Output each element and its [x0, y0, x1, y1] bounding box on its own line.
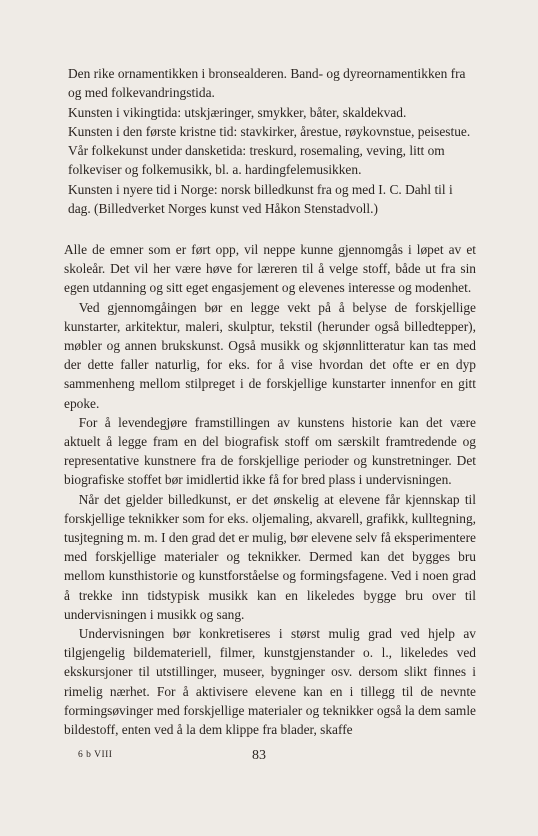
- printer-signature: 6 b VIII: [78, 750, 113, 760]
- body-text: [64, 240, 476, 739]
- topic-item: Kunsten i nyere tid i Norge: norsk billedkunst fra og med I. C. Dahl til i dag. (Billedverket Norges kunst ved Håkon Stenstadvoll.): [68, 181, 453, 217]
- paragraph: Undervisningen bør konkretiseres i størst mulig grad ved hjelp av tilgjengelig bildemateriell, filmer, kunstgjenstander o. l., likeledes ved ekskursjoner til utstillinger, museer, bygninger osv. dersom slikt finnes i rimelig nærhet. For å aktivisere elevene kan en i tillegg til de nevnte formingsøvinger med forskjellige materialer og teknikker også la dem samle bildestoff, enten ved å la dem klippe fra blader, skaffe: [64, 626, 476, 738]
- topic-list: [68, 64, 476, 218]
- topic-item: Kunsten i den første kristne tid: stavkirker, årestue, røykovnstue, peisestue.: [68, 123, 471, 139]
- paragraph: Alle de emner som er ført opp, vil neppe kunne gjennomgås i løpet av et skoleår. Det vil her være høve for læreren til å velge stoff, både ut fra sin egen utdanning og sitt eget engasjement og elevenes interesse og modenhet.: [64, 242, 476, 296]
- topic-item: Vår folkekunst under dansketida: treskurd, rosemaling, veving, litt om folkeviser og folkemusikk, bl. a. hardingfelemusikken.: [68, 143, 445, 178]
- paragraph: Når det gjelder billedkunst, er det ønskelig at elevene får kjennskap til forskjellige teknikker som for eks. oljemaling, akvarell, grafikk, kulltegning, tusjtegning m. m. I den grad det er mulig, bør elevene selv få eksperimentere med forskjellige materialer og teknikker. Dermed kan det bygges bru mellom kunsthistorie og kunstforståelse og formingsfagene. Ved i noen grad å trekke inn tidstypisk musikk kan en likeledes bygge bru over til undervisningen i musikk og sang.: [64, 491, 476, 622]
- page-footer: [0, 748, 538, 772]
- topic-item: Den rike ornamentikken i bronsealderen. Band- og dyreornamentikken fra og med folkevandringstida.: [68, 66, 466, 101]
- paragraph: For å levendegjøre framstillingen av kunstens historie kan det være aktuelt å legge fram en del biografisk stoff om særskilt framtredende og representative kunstnere fra de forskjellige perioder og kunstretninger. Det biografiske stoffet bør imidlertid ikke få for bred plass i undervisningen.: [64, 414, 476, 488]
- topic-item: Kunsten i vikingtida: utskjæringer, smykker, båter, skaldekvad.: [68, 104, 407, 120]
- paragraph: Ved gjennomgåingen bør en legge vekt på å belyse de forskjellige kunstarter, arkitektur, maleri, skulptur, tekstil (herunder også billedtepper), møbler og annen brukskunst. Også musikk og skjønnlitteratur kan tas med der dette faller naturlig, for eks. for å vise hvordan det ofte er en dyp sammenheng mellom stilpreget i de forskjellige kunstarter innenfor en gitt epoke.: [64, 299, 476, 411]
- page-number: 83: [252, 748, 266, 763]
